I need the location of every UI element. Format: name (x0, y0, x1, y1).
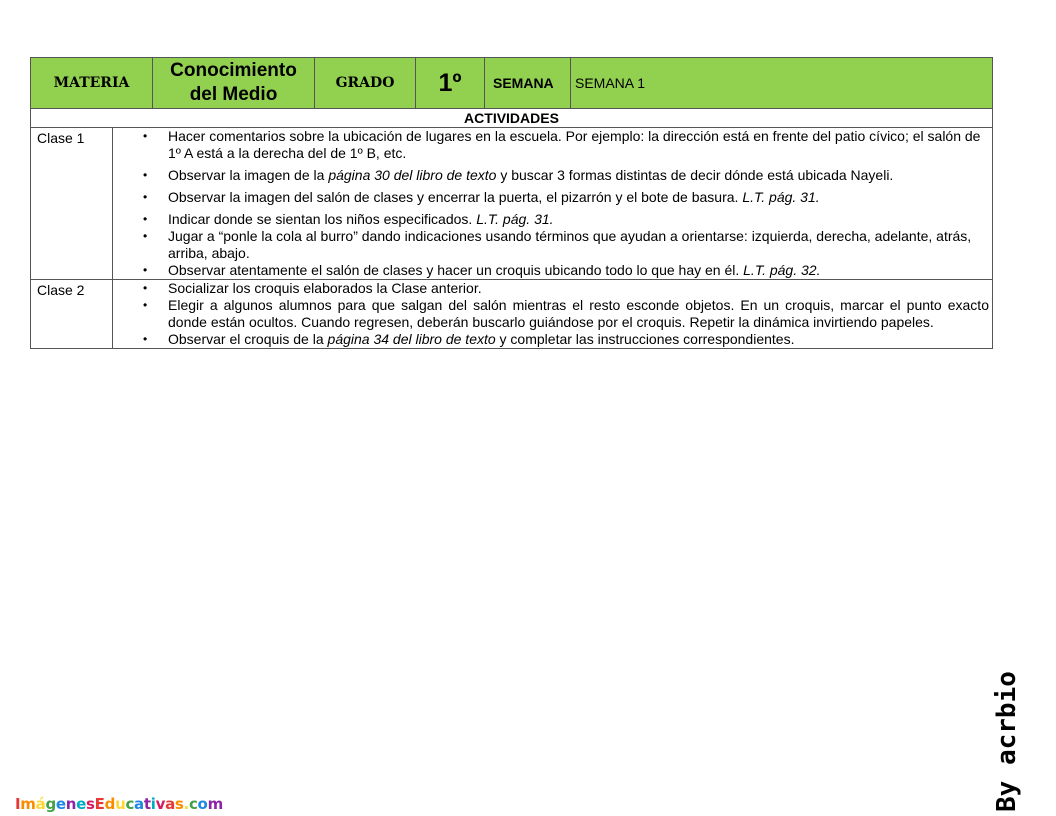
activity-text: Socializar los croquis elaborados la Clase anterior. (168, 280, 482, 296)
activity-item (113, 297, 992, 331)
activity-item (113, 211, 992, 228)
bullet: • (143, 229, 148, 243)
activities-table (30, 108, 993, 349)
activity-text: Jugar a “ponle la cola al burro” dando indicaciones usando términos que ayudan a orientarse: izquierda, derecha, adelante, atrás, arriba, abajo. (168, 228, 972, 261)
activity-text: Observar la imagen de la (168, 167, 329, 183)
class-activities (113, 280, 993, 349)
activity-item (113, 167, 992, 184)
activity-text: Observar el croquis de la (168, 331, 328, 347)
activity-item (113, 280, 992, 297)
activity-item (113, 128, 992, 162)
semana-value: SEMANA 1 (571, 58, 993, 109)
activity-ref: página 34 del libro de texto (327, 331, 496, 347)
activity-item (113, 331, 992, 348)
class-name: Clase 2 (31, 280, 113, 349)
logo (15, 795, 223, 813)
subject-cell (153, 58, 315, 109)
class-activities (113, 128, 993, 280)
activity-list (113, 280, 992, 348)
activity-text: Observar la imagen del salón de clases y encerrar la puerta, el pizarrón y el bote de basura. (168, 189, 743, 205)
activities-title: ACTIVIDADES (31, 109, 993, 128)
bullet: • (143, 129, 148, 143)
logo-text: ImágenesEducativas.com (15, 795, 223, 813)
activity-ref: L.T. pág. 31. (742, 189, 820, 205)
activity-text: Observar atentamente el salón de clases y hacer un croquis ubicando todo lo que hay en él. (168, 262, 744, 278)
activity-item (113, 262, 992, 279)
activity-item (113, 189, 992, 206)
subject-line-1: Conocimiento (170, 60, 297, 81)
bullet: • (143, 332, 148, 346)
bullet: • (143, 168, 148, 182)
activity-item (113, 228, 992, 262)
activity-list (113, 128, 992, 279)
bullet: • (143, 263, 148, 277)
semana-label: SEMANA (485, 58, 571, 109)
grado-label: GRADO (315, 58, 416, 109)
header-table (30, 57, 993, 109)
activity-ref: L.T. pág. 32. (743, 262, 821, 278)
bullet: • (143, 212, 148, 226)
activity-text: Indicar donde se sientan los niños especificados. (168, 211, 477, 227)
activity-text: Elegir a algunos alumnos para que salgan del salón mientras el resto esconde objetos. En un croquis, marcar el punto exacto donde están ocultos. Cuando regresen, deberán buscarlo guiándose por el croquis. Repetir la dinámica invirtiendo papeles. (168, 297, 989, 330)
activity-text: Hacer comentarios sobre la ubicación de lugares en la escuela. Por ejemplo: la dirección está en frente del patio cívico; el salón de 1º A está a la derecha del de 1º B, etc. (168, 128, 981, 161)
activity-text: y buscar 3 formas distintas de decir dónde está ubicada Nayeli. (496, 167, 894, 183)
bullet: • (143, 190, 148, 204)
class-name: Clase 1 (31, 128, 113, 280)
activity-text: y completar las instrucciones correspondientes. (495, 331, 795, 347)
bullet: • (143, 281, 148, 295)
class-row (31, 280, 993, 349)
grade-value: 1º (416, 58, 485, 109)
activity-ref: L.T. pág. 31. (476, 211, 554, 227)
signature: By acrbio (992, 671, 1022, 812)
subject-line-2: del Medio (189, 84, 278, 105)
class-row (31, 128, 993, 280)
bullet: • (143, 298, 148, 312)
materia-label: MATERIA (31, 58, 153, 109)
activity-ref: página 30 del libro de texto (328, 167, 497, 183)
